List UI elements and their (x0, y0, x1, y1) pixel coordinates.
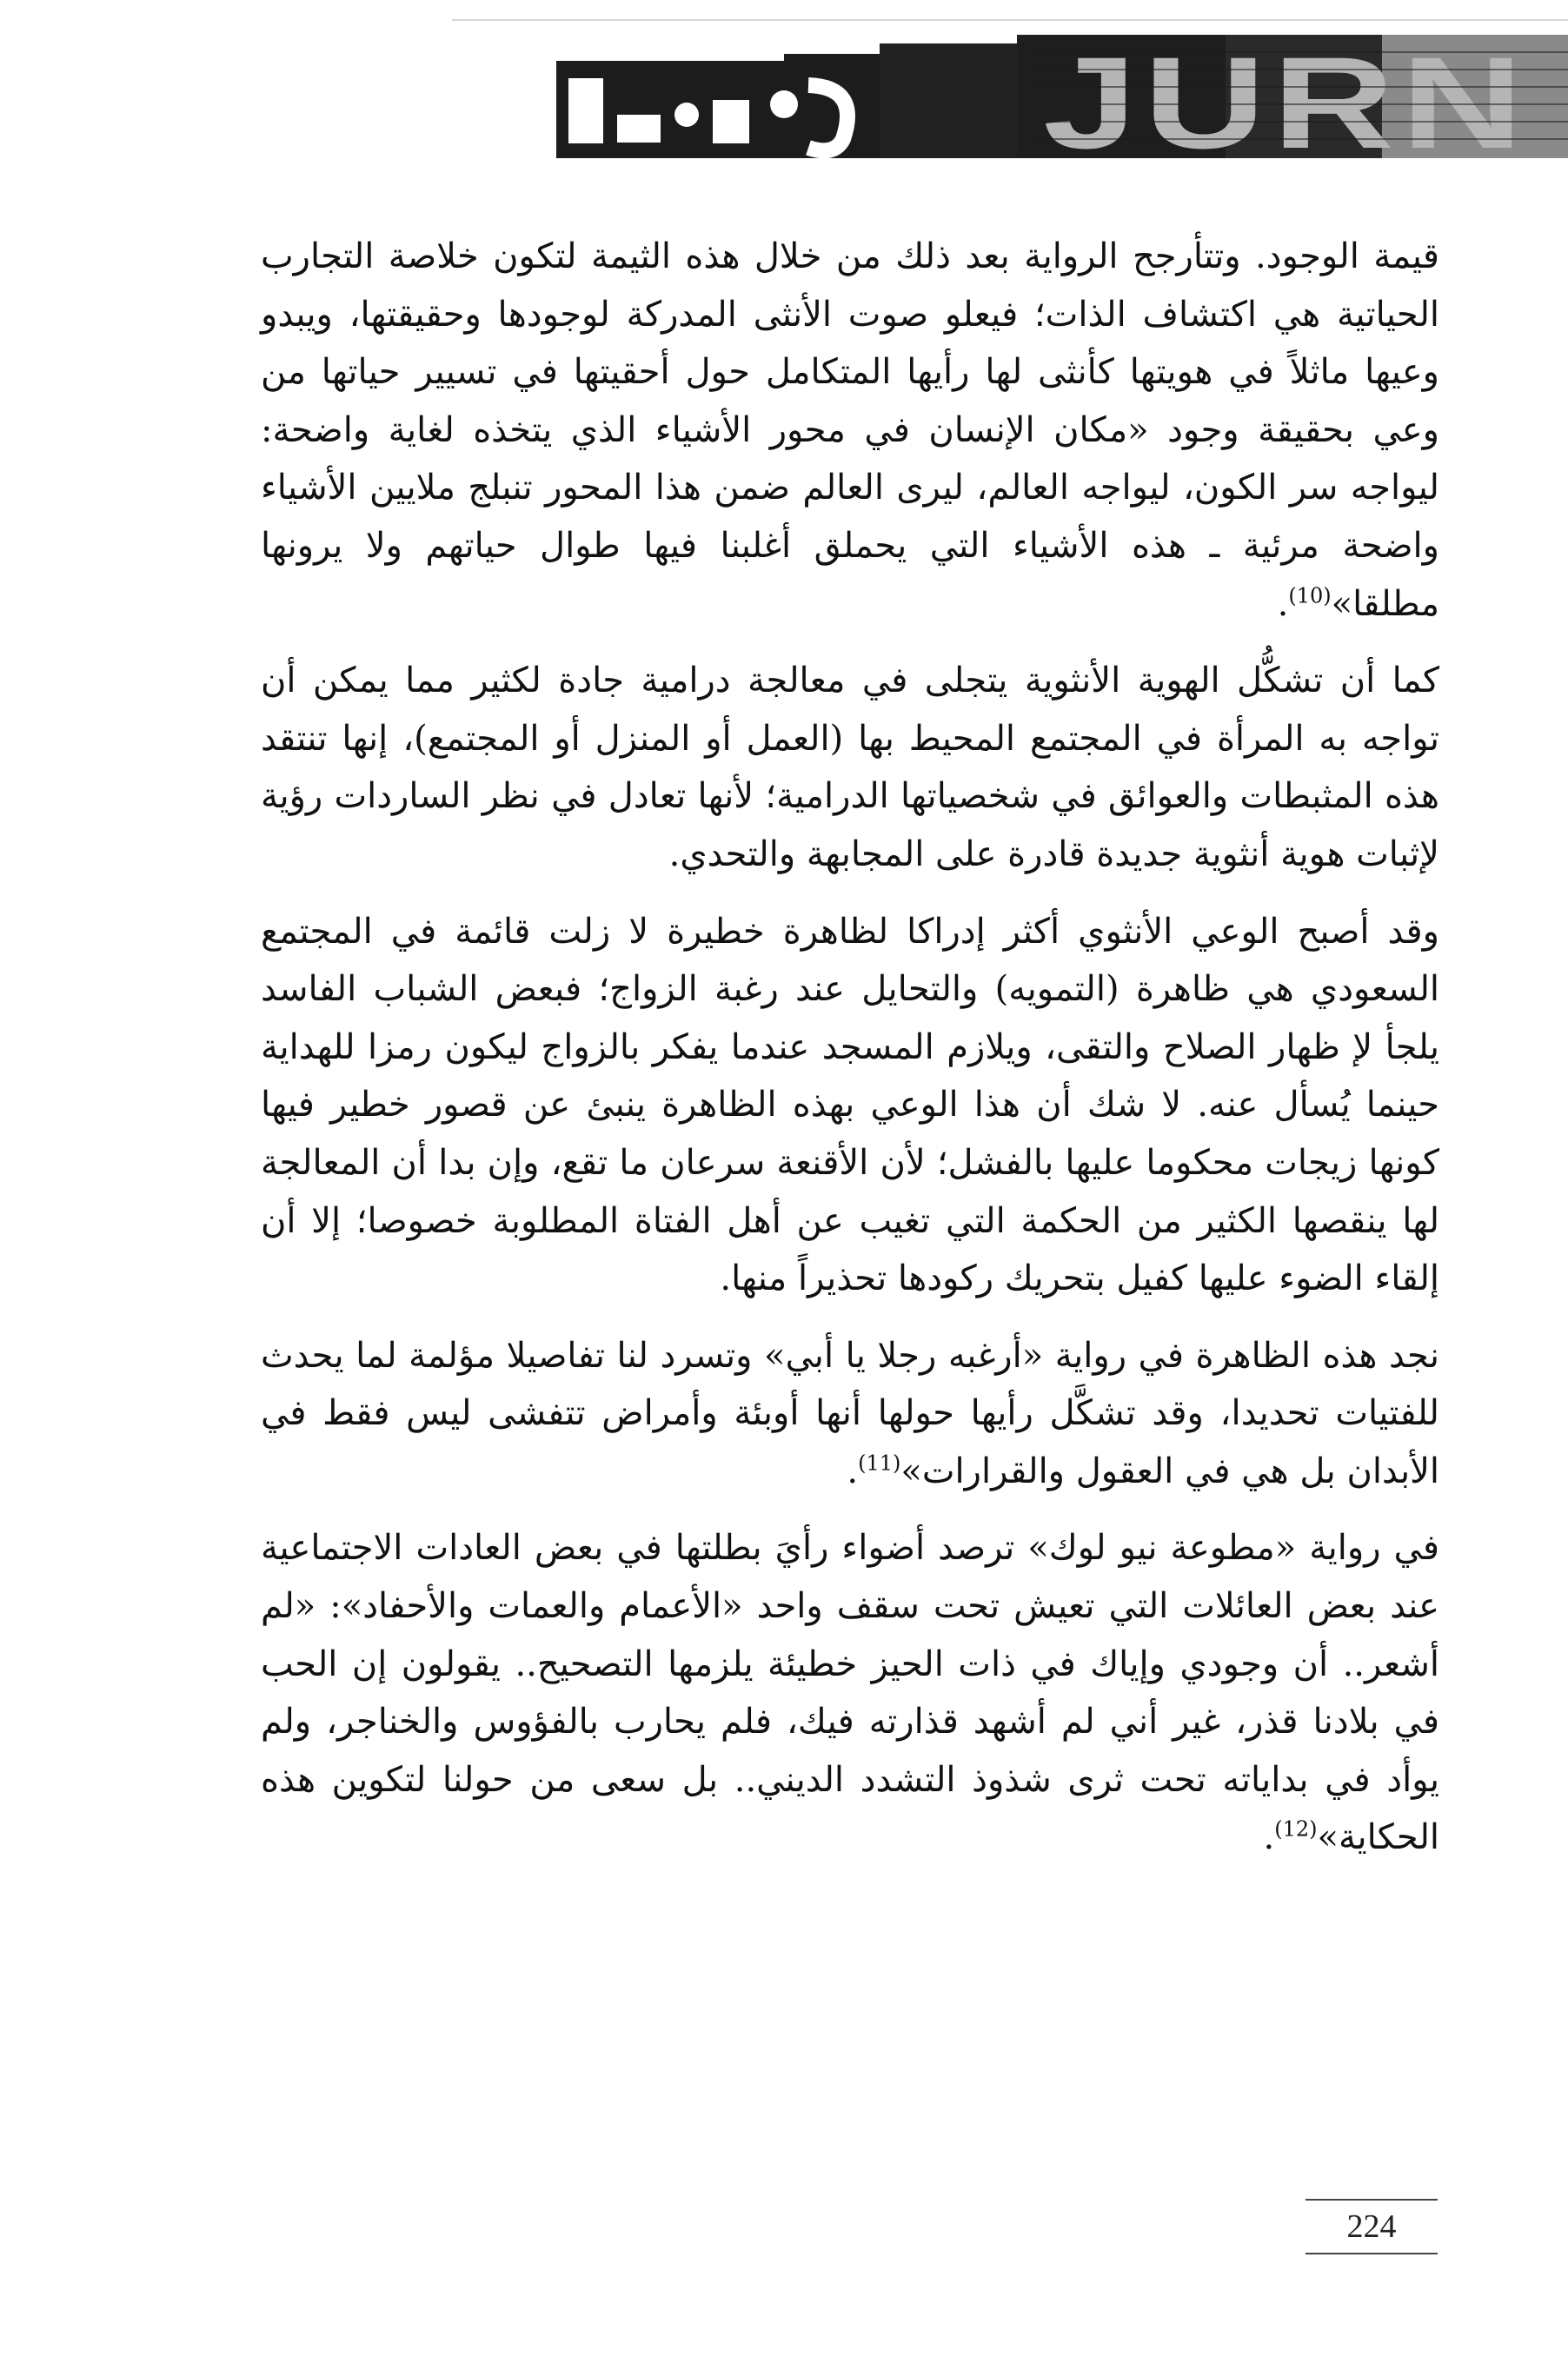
paragraph-5 (261, 1519, 1439, 1867)
paragraph-2 (261, 652, 1439, 883)
footnote-ref-11: (11) (858, 1451, 901, 1476)
page-number: 224 (1346, 2208, 1397, 2245)
top-border-rule (452, 19, 1568, 21)
paragraph-5-tail: . (1263, 1817, 1275, 1858)
paragraph-4 (261, 1327, 1439, 1501)
footnote-ref-12: (12) (1274, 1817, 1318, 1842)
article-body (261, 228, 1439, 1886)
paragraph-1-text: قيمة الوجود. وتتأرجح الرواية بعد ذلك من خلال هذه الثيمة لتكون خلاصة التجارب الحياتية هي اكتشاف الذات؛ فيعلو صوت الأنثى المدركة لوجودها وحقيقتها، ويبدو وعيها ماثلاً في هويتها كأنثى لها رأيها المتكامل حول أحقيتها في تسيير حياتها من وعي بحقيقة وجود «مكان الإنسان في محور الأشياء الذي يتخذه لغاية واضحة: ليواجه سر الكون، ليواجه العالم، ليرى العالم ضمن هذا المحور تنبلج ملايين الأشياء واضحة مرئية ـ هذه الأشياء التي يحملق أغلبنا فيها طوال حياتهم ولا يرونها مطلقا» (261, 236, 1439, 624)
svg-text:JURN: JURN (1043, 35, 1530, 165)
footnote-ref-10: (10) (1288, 583, 1332, 608)
paragraph-1-tail: . (1277, 583, 1289, 624)
paragraph-4-tail: . (847, 1451, 859, 1491)
paragraph-4-text: نجد هذه الظاهرة في رواية «أرغبه رجلا يا أبي» وتسرد لنا تفاصيلا مؤلمة لما يحدث للفتيات تحديدا، وقد تشكَّل رأيها حولها أنها أوبئة وأمراض تتفشى ليس فقط في الأبدان بل هي في العقول والقرارات» (261, 1335, 1439, 1491)
page-number-box (1306, 2199, 1438, 2254)
logo-block-3 (880, 43, 1026, 158)
page-number-rule-top (1306, 2199, 1438, 2201)
paragraph-3 (261, 903, 1439, 1308)
paragraph-5-text: في رواية «مطوعة نيو لوك» ترصد أضواء رأيَ بطلتها في بعض العادات الاجتماعية عند بعض العائلات التي تعيش تحت سقف واحد «الأعمام والعمات والأحفاد»: «لم أشعر.. أن وجودي وإياك في ذات الحيز خطيئة يلزمها التصحيح.. يقولون إن الحب في بلادنا قذر، غير أني لم أشهد قذارته فيك، فلم يحارب بالفؤوس والخناجر، ولم يوأد في بداياته تحت ثرى شذوذ التشدد الديني.. بل سعى من حولنا لتكوين هذه الحكاية» (261, 1528, 1439, 1858)
masthead-logo (556, 35, 1568, 165)
paragraph-2-text: كما أن تشكُّل الهوية الأنثوية يتجلى في معالجة درامية جادة لكثير مما يمكن أن تواجه به المرأة في المجتمع المحيط بها (العمل أو المنزل أو المجتمع)، إنها تنتقد هذه المثبطات والعوائق في شخصياتها الدرامية؛ لأنها تعادل في نظر الساردات رؤية لإثبات هوية أنثوية جديدة قادرة على المجابهة والتحدي. (261, 661, 1439, 874)
paragraph-3-text: وقد أصبح الوعي الأنثوي أكثر إدراكا لظاهرة خطيرة لا زلت قائمة في المجتمع السعودي هي ظاهرة (التمويه) والتحايل عند رغبة الزواج؛ فبعض الشباب الفاسد يلجأ لإ ظهار الصلاح والتقى، ويلازم المسجد عندما يفكر بالزواج ليكون رمزا للهداية حينما يُسأل عنه. لا شك أن هذا الوعي بهذه الظاهرة ينبئ عن قصور خطير فيها كونها زيجات محكوما عليها بالفشل؛ لأن الأقنعة سرعان ما تقع، وإن بدا أن المعالجة لها ينقصها الكثير من الحكمة التي تغيب عن أهل الفتاة المطلوبة خصوصا؛ إلا أن إلقاء الضوء عليها كفيل بتحريك ركودها تحذيراً منها. (261, 911, 1439, 1299)
paragraph-1 (261, 228, 1439, 633)
page-number-rule-bottom (1306, 2253, 1438, 2254)
